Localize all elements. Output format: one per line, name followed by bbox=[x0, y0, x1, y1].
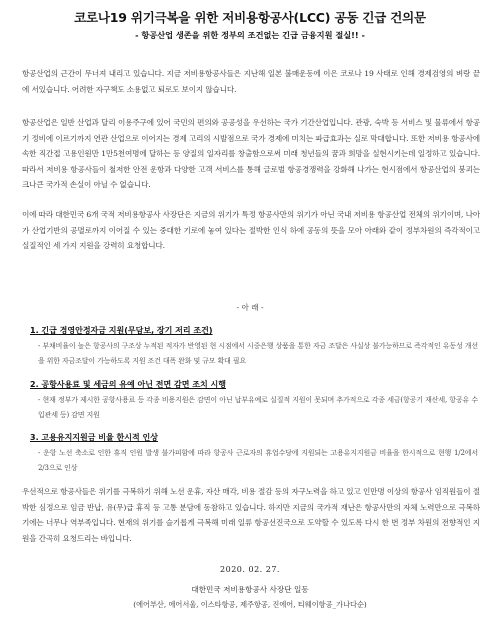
section-heading-2: 2. 공항사용료 및 세금의 유예 아닌 전면 감면 조치 시행 bbox=[30, 380, 226, 389]
member-airlines: (에어부산, 에어서울, 이스타항공, 제주항공, 진에어, 티웨이항공_가나다순) bbox=[133, 600, 367, 609]
paragraph-closing: 우선적으로 항공사들은 위기를 극복하기 위해 노선 운휴, 자산 매각, 비용 절감 등의 자구노력을 하고 있고 인만명 이상의 항공사 임직원들이 절박한 심정으로 임금 반납, 유(무)급 휴직 등 고통 분담에 동참하고 있습니다. 하지만 지금의 국가적 재난은 항공사만의 자체 노력만으로 극복하기에는 너무나 역부족입니다. 현재의 위기를 슬기롭게 극복해 미래 일류 항공선진국으로 도약할 수 있도록 다시 한 번 정부 차원의 전향적인 지원을 간곡히 요청드리는 바입니다. bbox=[22, 487, 480, 543]
section-heading-3: 3. 고용유지지원금 비율 한시적 인상 bbox=[30, 433, 158, 442]
paragraph-request: 이에 따라 대한민국 6개 국적 저비용항공사 사장단은 지금의 위기가 특정 항공사만의 위기가 아닌 국내 저비용 항공산업 전체의 위기이며, 나아가 산업기반의 공멸로까지 이어질 수 있는 중대한 기로에 놓여 있다는 절박한 인식 하에 공동의 뜻을 모아 아래와 같이 정부차원의 즉각적이고 실질적인 세 가지 지원을 강력히 요청합니다. bbox=[22, 210, 480, 250]
document-subtitle: - 항공산업 생존을 위한 정부의 조건없는 긴급 금융지원 절실!! - bbox=[135, 30, 365, 40]
document-date: 2020. 02. 27. bbox=[220, 565, 280, 574]
signer-line: 대한민국 저비용항공사 사장단 일동 bbox=[191, 585, 309, 594]
paragraph-intro: 항공산업의 근간이 무너져 내리고 있습니다. 지금 저비용항공사들은 지난해 일본 불매운동에 이은 코로나 19 사태로 인해 경제검영의 벼랑 끝에 서있습니다. 어려한 자구책도 소용없고 퇴로도 보이지 않습니다. bbox=[22, 69, 480, 94]
section-body-1: - 부채비율이 높은 항공사의 구조상 누적된 적자가 반영된 현 시점에서 시중은행 상품을 통한 자금 조달은 사실상 불가능하므로 즉각적인 유동성 개선을 위한 자금조달이 가능하도록 지원 조건 대폭 완화 및 규모 확대 필요 bbox=[38, 342, 478, 365]
paragraph-industry: 항공산업은 일반 산업과 달리 이용주구에 있어 국민의 편의와 공공성을 우선하는 국가 기간산업입니다. 관광, 숙박 등 서비스 및 물류에서 항공기 정비에 이르기까지 연관 산업으로 이어지는 경제 고리의 시발점으로 국가 경제에 미치는 파급효과는 실로 막대합니다. 또한 저비용 항공사에 속한 직간접 고용인원만 1만5천여명에 달하는 등 양질의 일자리를 창출함으로써 미래 청년들의 꿈과 희망을 실현시키는데 일정하고 있습니다. 따라서 저비용 항공사들이 철저한 안전 운항과 다양한 고객 서비스를 통해 글로벌 항공경쟁력을 강화해 나가는 현시점에서 항공산업의 붕괴는 크나큰 국가적 손실이 아닐 수 없습니다. bbox=[22, 118, 480, 189]
section-body-2: - 현재 정부가 제시한 공항사용료 등 각종 비용지원은 감면이 아닌 납부유예로 실질적 지원이 못되며 추가적으로 각종 세금(항공기 재산세, 항공유 수입관세 등) 감면 지원 bbox=[38, 396, 478, 419]
document-title: 코로나19 위기극복을 위한 저비용항공사(LCC) 공동 긴급 건의문 bbox=[74, 10, 426, 25]
divider-label: - 아 래 - bbox=[236, 303, 264, 312]
section-body-3: - 운항 노선 축소로 인한 휴직 인원 발생 불가피함에 따라 항공사 근로자의 휴업수당에 지원되는 고용유지지원금 비율을 한시적으로 현행 1/2에서 2/3으로 인상 bbox=[38, 449, 478, 472]
section-heading-1: 1. 긴급 경영안정자금 지원(무담보, 장기 저리 조건) bbox=[30, 326, 213, 335]
